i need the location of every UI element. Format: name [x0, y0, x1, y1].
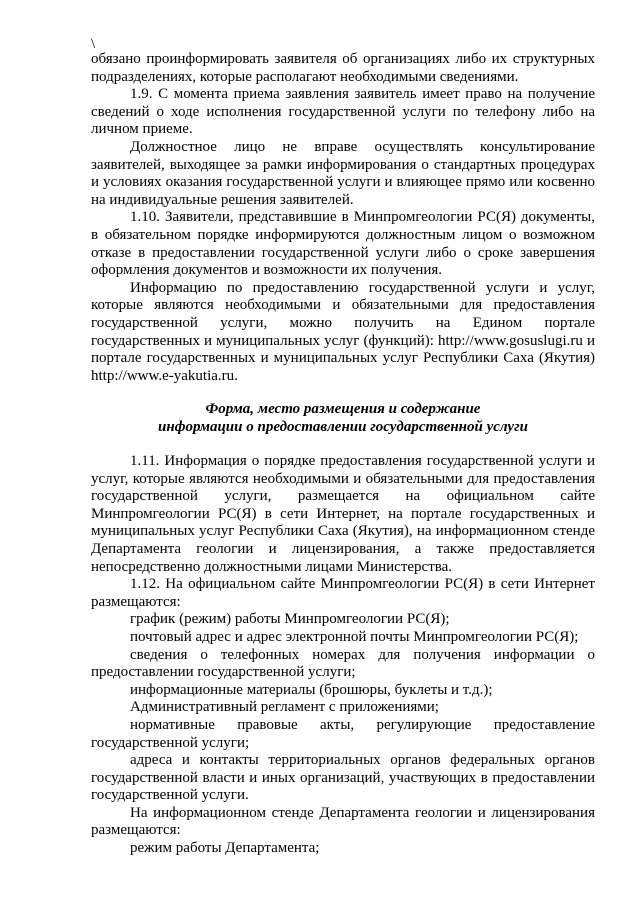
paragraph-1-12: 1.12. На официальном сайте Минпромгеологии РС(Я) в сети Интернет размещаются: — [91, 576, 595, 610]
heading-line: информации о предоставлении государственной услуги — [158, 418, 528, 435]
text-block-intro — [91, 51, 595, 385]
paragraph: Должностное лицо не вправе осуществлять консультирование заявителей, выходящее за рамки информирования о стандартных процедурах и условиях оказания государственной услуги и влияющее прямо или косвенно на индивидуальные решения заявителей. — [91, 138, 595, 208]
paragraph: Информацию по предоставлению государственной услуги и услуг, которые являются необходимыми и обязательными для предоставления государственной услуги, можно получить на Едином портале государственных и муниципальных услуг (функций): http://www.gosuslugi.ru и портале государственных и муниципальных услуг Республики Саха (Якутия) http://www.e-yakutia.ru. — [91, 279, 595, 384]
paragraph-1-11: 1.11. Информация о порядке предоставления государственной услуги и услуг, которые являются необходимыми и обязательными для предоставления государственной услуги, размещается на официальном сайте Минпромгеологии РС(Я) в сети Интернет, на портале государственных и муниципальных услуг Республики Саха (Якутия), на информационном стенде Департамента геологии и лицензирования, а также предоставляется непосредственно должностными лицами Министерства. — [91, 453, 595, 575]
text-block-section — [91, 453, 595, 858]
list-item: почтовый адрес и адрес электронной почты Минпромгеологии РС(Я); — [130, 628, 579, 645]
paragraph: На информационном стенде Департамента геологии и лицензирования размещаются: — [91, 804, 595, 839]
section-heading — [91, 401, 595, 436]
page-marker: \ — [91, 36, 96, 52]
paragraph-1-9: 1.9. С момента приема заявления заявитель имеет право на получение сведений о ходе исполнения государственной услуги по телефону либо на личном приеме. — [91, 86, 595, 138]
list-item: нормативные правовые акты, регулирующие предоставление государственной услуги; — [91, 716, 595, 751]
list-item: сведения о телефонных номерах для получения информации о предоставлении государственной услуги; — [91, 646, 595, 681]
paragraph-1-10: 1.10. Заявители, представившие в Минпромгеологии РС(Я) документы, в обязательном порядке информируются должностным лицом о возможном отказе в предоставлении государственной услуги либо о сроке завершения оформления документов и возможности их получения. — [91, 209, 595, 279]
list-item: Административный регламент с приложениями; — [130, 699, 439, 716]
heading-line: Форма, место размещения и содержание — [205, 401, 481, 417]
list-item: адреса и контакты территориальных органов федеральных органов государственной власти и иных организаций, участвующих в предоставлении государственной услуги. — [91, 752, 595, 804]
paragraph: обязано проинформировать заявителя об организациях либо их структурных подразделениях, которые располагают необходимыми сведениями. — [91, 51, 595, 85]
list-item: режим работы Департамента; — [130, 840, 320, 857]
list-item: график (режим) работы Минпромгеологии РС(Я); — [130, 611, 450, 628]
list-item: информационные материалы (брошюры, буклеты и т.д.); — [130, 681, 493, 698]
